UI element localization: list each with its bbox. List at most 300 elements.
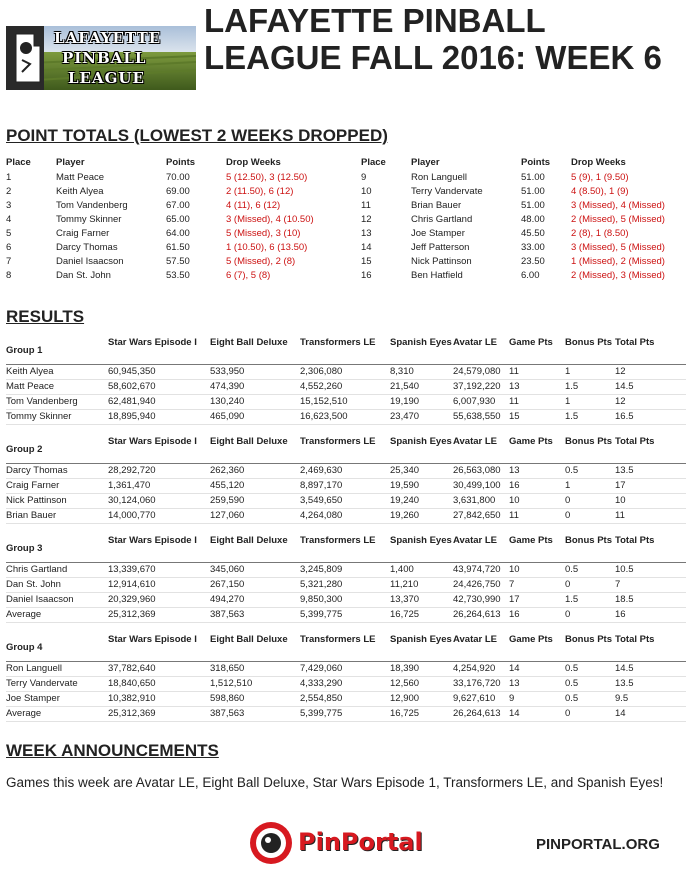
score-cell: 20,329,960 [108,592,210,607]
score-cell: 13 [509,676,565,691]
score-cell: 15,152,510 [300,394,390,409]
score-cell: 3,245,809 [300,563,390,578]
player-cell: Tom Vandenberg [6,394,108,409]
score-cell: 5,399,775 [300,607,390,622]
score-cell: 10 [615,493,686,508]
player-cell: Matt Peace [6,379,108,394]
score-cell: 1,361,470 [108,478,210,493]
score-cell: 25,312,369 [108,607,210,622]
place-cell: 12 [361,214,372,225]
score-cell: 1.5 [565,592,615,607]
player-cell: Joe Stamper [411,228,465,239]
results-header-row [6,433,686,464]
results-heading: RESULTS [6,307,85,326]
place-cell: 11 [361,200,371,211]
player-cell: Ron Languell [6,662,108,677]
score-cell: 26,264,613 [453,706,509,721]
column-header: Star Wars Episode I [108,631,210,662]
player-cell: Joe Stamper [6,691,108,706]
column-header: Transformers LE [300,532,390,563]
column-header: Star Wars Episode I [108,433,210,464]
standings-row [361,185,691,199]
score-cell: 37,192,220 [453,379,509,394]
drop-weeks-cell: 5 (Missed), 3 (10) [226,228,301,239]
standings-row [361,255,691,269]
standings-row [6,227,356,241]
column-header: Avatar LE [453,433,509,464]
score-cell: 33,176,720 [453,676,509,691]
score-cell: 455,120 [210,478,300,493]
results-row [6,394,686,409]
results-header-row [6,334,686,365]
drop-weeks-cell: 2 (8), 1 (8.50) [571,228,629,239]
score-cell: 24,579,080 [453,365,509,380]
score-cell: 1.5 [565,409,615,424]
place-cell: 6 [6,242,12,253]
column-header: Total Pts [615,433,686,464]
score-cell: 533,950 [210,365,300,380]
player-cell: Chris Gartland [411,214,473,225]
score-cell: 474,390 [210,379,300,394]
announcements-heading: WEEK ANNOUNCEMENTS [6,741,219,760]
column-header: Total Pts [615,631,686,662]
score-cell: 23,470 [390,409,453,424]
results-row [6,478,686,493]
score-cell: 12,560 [390,676,453,691]
standings-row [6,241,356,255]
player-cell: Craig Farner [56,228,110,239]
player-cell: Tommy Skinner [6,409,108,424]
score-cell: 14,000,770 [108,508,210,523]
player-cell: Dan St. John [56,270,111,281]
score-cell: 19,590 [390,478,453,493]
score-cell: 17 [615,478,686,493]
score-cell: 58,602,670 [108,379,210,394]
results-row [6,508,686,523]
drop-weeks-cell: 4 (11), 6 (12) [226,200,281,211]
score-cell: 19,190 [390,394,453,409]
score-cell: 4,254,920 [453,662,509,677]
drop-weeks-cell: 2 (Missed), 3 (Missed) [571,270,665,281]
points-cell: 48.00 [521,214,545,225]
score-cell: 24,426,750 [453,577,509,592]
drop-weeks-cell: 1 (10.50), 6 (13.50) [226,242,308,253]
score-cell: 14 [509,662,565,677]
score-cell: 25,312,369 [108,706,210,721]
score-cell: 6,007,930 [453,394,509,409]
score-cell: 16 [509,607,565,622]
score-cell: 10 [509,563,565,578]
score-cell: 127,060 [210,508,300,523]
score-cell: 0 [565,607,615,622]
score-cell: 4,552,260 [300,379,390,394]
logo-line-2: PINBALL [62,49,147,67]
player-cell: Ben Hatfield [411,270,463,281]
column-header: Star Wars Episode I [108,334,210,365]
column-header: Eight Ball Deluxe [210,433,300,464]
score-cell: 9 [509,691,565,706]
score-cell: 13,339,670 [108,563,210,578]
place-cell: 5 [6,228,12,239]
column-header: Transformers LE [300,631,390,662]
score-cell: 27,842,650 [453,508,509,523]
results-header-row [6,631,686,662]
score-cell: 16 [615,607,686,622]
column-header: Total Pts [615,334,686,365]
score-cell: 1,400 [390,563,453,578]
score-cell: 9,627,610 [453,691,509,706]
score-cell: 14.5 [615,379,686,394]
points-cell: 70.00 [166,172,190,183]
score-cell: 37,782,640 [108,662,210,677]
score-cell: 13.5 [615,676,686,691]
drop-weeks-cell: 3 (Missed), 5 (Missed) [571,242,665,253]
score-cell: 262,360 [210,464,300,479]
pinportal-logo[interactable] [248,820,448,867]
score-cell: 12,914,610 [108,577,210,592]
player-cell: Daniel Isaacson [56,256,124,267]
column-header: Eight Ball Deluxe [210,532,300,563]
col-place: Place [361,157,386,168]
league-logo [6,26,196,90]
score-cell: 0.5 [565,691,615,706]
drop-weeks-cell: 5 (12.50), 3 (12.50) [226,172,308,183]
standings-row [6,185,356,199]
score-cell: 10.5 [615,563,686,578]
column-header: Total Pts [615,532,686,563]
score-cell: 11 [509,508,565,523]
score-cell: 15 [509,409,565,424]
results-table-group-1 [6,334,686,425]
col-place: Place [6,157,31,168]
col-player: Player [56,157,85,168]
drop-weeks-cell: 4 (8.50), 1 (9) [571,186,629,197]
place-cell: 3 [6,200,12,211]
col-drop-weeks: Drop Weeks [226,157,281,168]
score-cell: 0 [565,508,615,523]
point-totals-table-right [361,157,691,283]
drop-weeks-cell: 3 (Missed), 4 (Missed) [571,200,665,211]
score-cell: 494,270 [210,592,300,607]
player-cell: Darcy Thomas [6,464,108,479]
drop-weeks-cell: 6 (7), 5 (8) [226,270,271,281]
score-cell: 11,210 [390,577,453,592]
place-cell: 1 [6,172,12,183]
point-totals-heading: POINT TOTALS (LOWEST 2 WEEKS DROPPED) [6,126,388,145]
score-cell: 130,240 [210,394,300,409]
score-cell: 16,725 [390,607,453,622]
place-cell: 14 [361,242,372,253]
player-cell: Nick Pattinson [6,493,108,508]
score-cell: 14.5 [615,662,686,677]
page-header [0,0,693,118]
results-table-group-3 [6,532,686,623]
score-cell: 11 [509,394,565,409]
points-cell: 57.50 [166,256,190,267]
score-cell: 10,382,910 [108,691,210,706]
score-cell: 598,860 [210,691,300,706]
score-cell: 8,897,170 [300,478,390,493]
player-cell: Tommy Skinner [56,214,122,225]
column-header: Eight Ball Deluxe [210,631,300,662]
col-drop-weeks: Drop Weeks [571,157,626,168]
points-cell: 64.00 [166,228,190,239]
score-cell: 387,563 [210,607,300,622]
score-cell: 0.5 [565,563,615,578]
score-cell: 13,370 [390,592,453,607]
score-cell: 18.5 [615,592,686,607]
score-cell: 18,895,940 [108,409,210,424]
score-cell: 14 [615,706,686,721]
column-header: Star Wars Episode I [108,532,210,563]
score-cell: 267,150 [210,577,300,592]
drop-weeks-cell: 3 (Missed), 4 (10.50) [226,214,314,225]
results-row [6,706,686,721]
score-cell: 3,631,800 [453,493,509,508]
standings-row [361,269,691,283]
score-cell: 42,730,990 [453,592,509,607]
score-cell: 16,725 [390,706,453,721]
column-header: Bonus Pts [565,532,615,563]
score-cell: 1 [565,394,615,409]
score-cell: 55,638,550 [453,409,509,424]
group-name: Group 3 [6,532,108,563]
column-header: Transformers LE [300,433,390,464]
score-cell: 16.5 [615,409,686,424]
score-cell: 0 [565,493,615,508]
page-title: LAFAYETTE PINBALL LEAGUE FALL 2016: WEEK 6 [204,2,662,76]
score-cell: 2,306,080 [300,365,390,380]
group-name: Group 1 [6,334,108,365]
standings-row [6,199,356,213]
player-cell: Craig Farner [6,478,108,493]
player-cell: Terry Vandervate [6,676,108,691]
points-cell: 67.00 [166,200,190,211]
drop-weeks-cell: 1 (Missed), 2 (Missed) [571,256,665,267]
announcement-text: Games this week are Avatar LE, Eight Ball Deluxe, Star Wars Episode 1, Transformers LE, and Spanish Eyes! [6,775,664,790]
standings-row [6,171,356,185]
player-cell: Brian Bauer [411,200,462,211]
player-cell: Jeff Patterson [411,242,470,253]
place-cell: 8 [6,270,12,281]
score-cell: 2,469,630 [300,464,390,479]
standings-row [361,171,691,185]
column-header: Bonus Pts [565,631,615,662]
score-cell: 318,650 [210,662,300,677]
place-cell: 4 [6,214,12,225]
score-cell: 17 [509,592,565,607]
results-row [6,592,686,607]
score-cell: 7 [509,577,565,592]
player-cell: Terry Vandervate [411,186,483,197]
drop-weeks-cell: 5 (9), 1 (9.50) [571,172,629,183]
score-cell: 11 [615,508,686,523]
column-header: Bonus Pts [565,334,615,365]
score-cell: 1 [565,365,615,380]
col-points: Points [521,157,551,168]
score-cell: 13 [509,464,565,479]
score-cell: 16,623,500 [300,409,390,424]
score-cell: 26,264,613 [453,607,509,622]
score-cell: 30,499,100 [453,478,509,493]
score-cell: 60,945,350 [108,365,210,380]
results-row [6,563,686,578]
score-cell: 9,850,300 [300,592,390,607]
standings-row [6,213,356,227]
drop-weeks-cell: 5 (Missed), 2 (8) [226,256,296,267]
column-header: Game Pts [509,631,565,662]
column-header: Game Pts [509,532,565,563]
standings-row [6,255,356,269]
column-header: Eight Ball Deluxe [210,334,300,365]
col-player: Player [411,157,440,168]
player-cell: Keith Alyea [56,186,104,197]
results-row [6,365,686,380]
column-header: Avatar LE [453,334,509,365]
score-cell: 19,260 [390,508,453,523]
column-header: Spanish Eyes [390,334,453,365]
score-cell: 10 [509,493,565,508]
results-row [6,493,686,508]
results-row [6,409,686,424]
score-cell: 13 [509,379,565,394]
score-cell: 345,060 [210,563,300,578]
group-name: Group 2 [6,433,108,464]
pinportal-logo-text: PinPortal [298,828,423,856]
score-cell: 12 [615,365,686,380]
score-cell: 0 [565,706,615,721]
points-cell: 33.00 [521,242,545,253]
group-name: Group 4 [6,631,108,662]
points-cell: 45.50 [521,228,545,239]
player-cell: Chris Gartland [6,563,108,578]
score-cell: 8,310 [390,365,453,380]
results-row [6,577,686,592]
score-cell: 5,321,280 [300,577,390,592]
logo-line-3: LEAGUE [68,69,145,87]
results-row [6,379,686,394]
pinportal-url[interactable]: PINPORTAL.ORG [536,836,660,853]
player-cell: Dan St. John [6,577,108,592]
points-cell: 23.50 [521,256,545,267]
column-header: Avatar LE [453,532,509,563]
score-cell: 259,590 [210,493,300,508]
standings-row [6,269,356,283]
points-cell: 51.00 [521,172,545,183]
score-cell: 12,900 [390,691,453,706]
results-row [6,464,686,479]
logo-line-1: LAFAYETTE [54,29,162,47]
score-cell: 1 [565,478,615,493]
results-row [6,662,686,677]
column-header: Transformers LE [300,334,390,365]
column-header: Spanish Eyes [390,631,453,662]
player-cell: Tom Vandenberg [56,200,128,211]
score-cell: 11 [509,365,565,380]
col-points: Points [166,157,196,168]
player-cell: Average [6,706,108,721]
points-cell: 6.00 [521,270,540,281]
column-header: Game Pts [509,433,565,464]
place-cell: 10 [361,186,372,197]
player-cell: Keith Alyea [6,365,108,380]
points-cell: 65.00 [166,214,190,225]
drop-weeks-cell: 2 (11.50), 6 (12) [226,186,294,197]
points-cell: 53.50 [166,270,190,281]
player-cell: Brian Bauer [6,508,108,523]
score-cell: 387,563 [210,706,300,721]
points-cell: 51.00 [521,186,545,197]
score-cell: 19,240 [390,493,453,508]
score-cell: 25,340 [390,464,453,479]
standings-row [361,213,691,227]
score-cell: 43,974,720 [453,563,509,578]
results-row [6,691,686,706]
place-cell: 9 [361,172,367,183]
column-header: Spanish Eyes [390,433,453,464]
player-cell: Average [6,607,108,622]
player-cell: Daniel Isaacson [6,592,108,607]
column-header: Spanish Eyes [390,532,453,563]
point-totals-table-left [6,157,356,283]
score-cell: 4,264,080 [300,508,390,523]
results-row [6,607,686,622]
score-cell: 62,481,940 [108,394,210,409]
place-cell: 15 [361,256,372,267]
player-cell: Darcy Thomas [56,242,118,253]
score-cell: 12 [615,394,686,409]
score-cell: 13.5 [615,464,686,479]
score-cell: 18,390 [390,662,453,677]
score-cell: 14 [509,706,565,721]
results-row [6,676,686,691]
score-cell: 21,540 [390,379,453,394]
player-cell: Nick Pattinson [411,256,472,267]
score-cell: 4,333,290 [300,676,390,691]
score-cell: 26,563,080 [453,464,509,479]
column-header: Avatar LE [453,631,509,662]
place-cell: 13 [361,228,372,239]
standings-row [361,199,691,213]
place-cell: 16 [361,270,372,281]
points-cell: 51.00 [521,200,545,211]
score-cell: 465,090 [210,409,300,424]
place-cell: 7 [6,256,12,267]
score-cell: 0 [565,577,615,592]
results-table-group-2 [6,433,686,524]
score-cell: 1,512,510 [210,676,300,691]
points-cell: 69.00 [166,186,190,197]
score-cell: 16 [509,478,565,493]
drop-weeks-cell: 2 (Missed), 5 (Missed) [571,214,665,225]
score-cell: 18,840,650 [108,676,210,691]
column-header: Game Pts [509,334,565,365]
results-table-group-4 [6,631,686,722]
results-header-row [6,532,686,563]
score-cell: 1.5 [565,379,615,394]
score-cell: 5,399,775 [300,706,390,721]
score-cell: 0.5 [565,464,615,479]
standings-row [361,241,691,255]
standings-row [361,227,691,241]
player-cell: Ron Languell [411,172,467,183]
score-cell: 2,554,850 [300,691,390,706]
place-cell: 2 [6,186,12,197]
score-cell: 7,429,060 [300,662,390,677]
score-cell: 3,549,650 [300,493,390,508]
score-cell: 0.5 [565,662,615,677]
score-cell: 0.5 [565,676,615,691]
